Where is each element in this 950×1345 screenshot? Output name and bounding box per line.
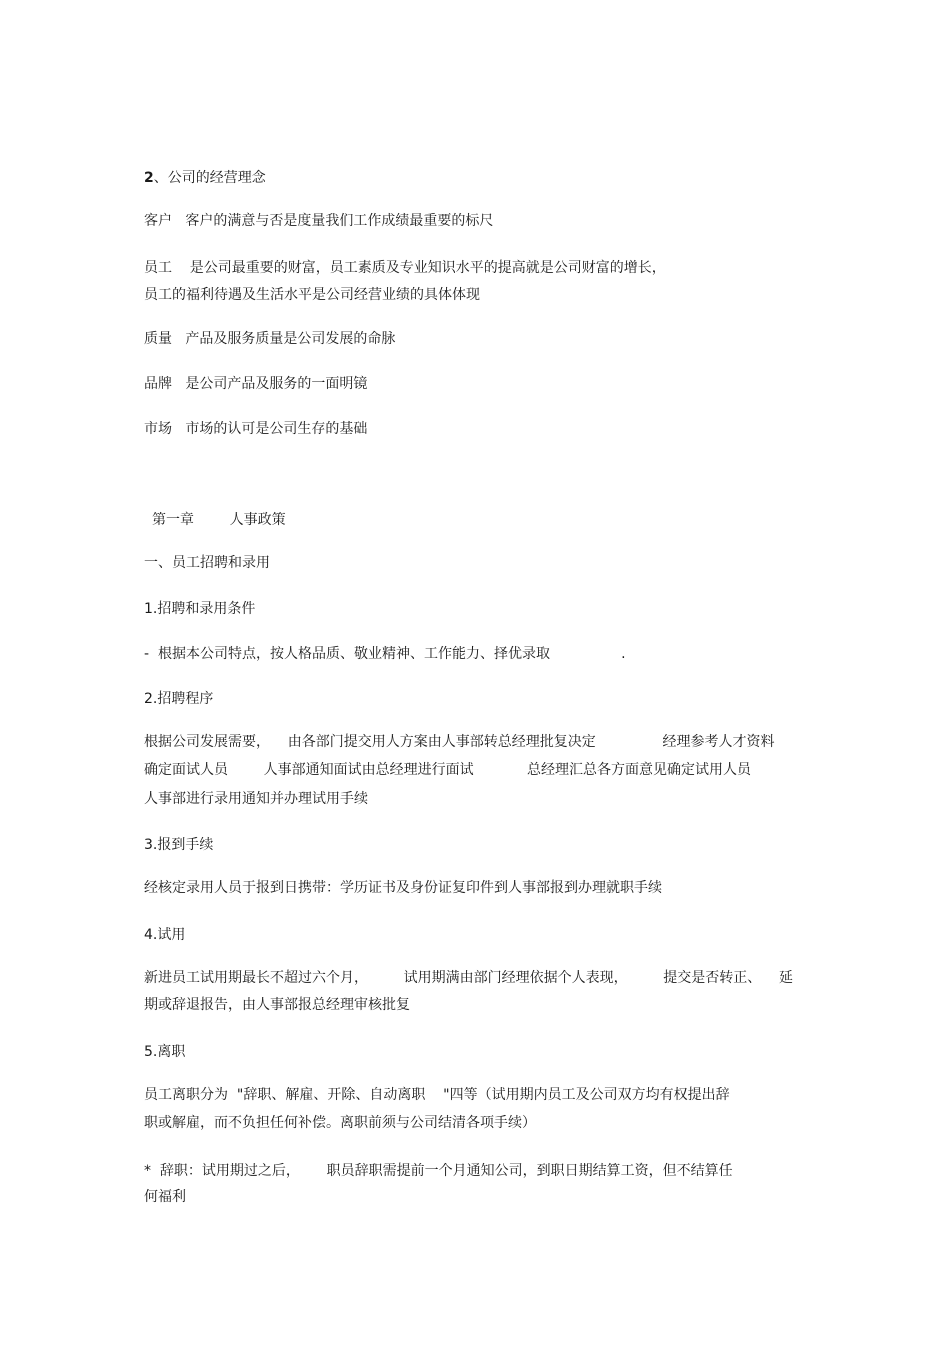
resign-line-2: 何福利: [144, 1189, 186, 1205]
section-one-title: 一、员工招聘和录用: [144, 555, 270, 571]
procedure-line-1: 根据公司发展需要， 由各部门提交用人方案由人事部转总经理批复决定 经理参考人才资料: [144, 734, 775, 750]
section-heading: [144, 168, 266, 188]
leave-line-2: 职或解雇，而不负担任何补偿。离职前须与公司结清各项手续）: [144, 1115, 536, 1131]
procedure-title: 2.招聘程序: [144, 691, 214, 707]
probation-title: 4.试用: [144, 927, 186, 943]
procedure-line-2: 确定面试人员 人事部通知面试由总经理进行面试 总经理汇总各方面意见确定试用人员: [144, 762, 752, 778]
philosophy-employee-line1: 员工 是公司最重要的财富，员工素质及专业知识水平的提高就是公司财富的增长，: [144, 260, 666, 276]
report-text: 经核定录用人员于报到日携带：学历证书及身份证复印件到人事部报到办理就职手续: [144, 880, 662, 896]
philosophy-customer: 客户 客户的满意与否是度量我们工作成绩最重要的标尺: [144, 213, 494, 229]
probation-line-2: 期或辞退报告，由人事部报总经理审核批复: [144, 997, 410, 1013]
resign-line-1: * 辞职：试用期过之后， 职员辞职需提前一个月通知公司，到职日期结算工资，但不结算任: [144, 1163, 733, 1179]
philosophy-market: 市场 市场的认可是公司生存的基础: [144, 421, 368, 437]
section-heading-text: 、公司的经营理念: [153, 170, 266, 186]
conditions-text: - 根据本公司特点，按人格品质、敬业精神、工作能力、择优录取 .: [144, 646, 626, 662]
report-title: 3.报到手续: [144, 837, 214, 853]
leave-line-1: 员工离职分为 "辞职、解雇、开除、自动离职 "四等（试用期内员工及公司双方均有权提出辞: [144, 1087, 730, 1103]
procedure-line-3: 人事部进行录用通知并办理试用手续: [144, 791, 368, 807]
section-number: 2: [144, 170, 154, 186]
philosophy-quality: 质量 产品及服务质量是公司发展的命脉: [144, 331, 396, 347]
conditions-title: 1.招聘和录用条件: [144, 601, 256, 617]
chapter-title: 第一章 人事政策: [152, 512, 286, 528]
probation-line-1: 新进员工试用期最长不超过六个月， 试用期满由部门经理依据个人表现， 提交是否转正、 延: [144, 970, 794, 986]
philosophy-employee-line2: 员工的福利待遇及生活水平是公司经营业绩的具体体现: [144, 287, 480, 303]
philosophy-brand: 品牌 是公司产品及服务的一面明镜: [144, 376, 368, 392]
leave-title: 5.离职: [144, 1044, 186, 1060]
